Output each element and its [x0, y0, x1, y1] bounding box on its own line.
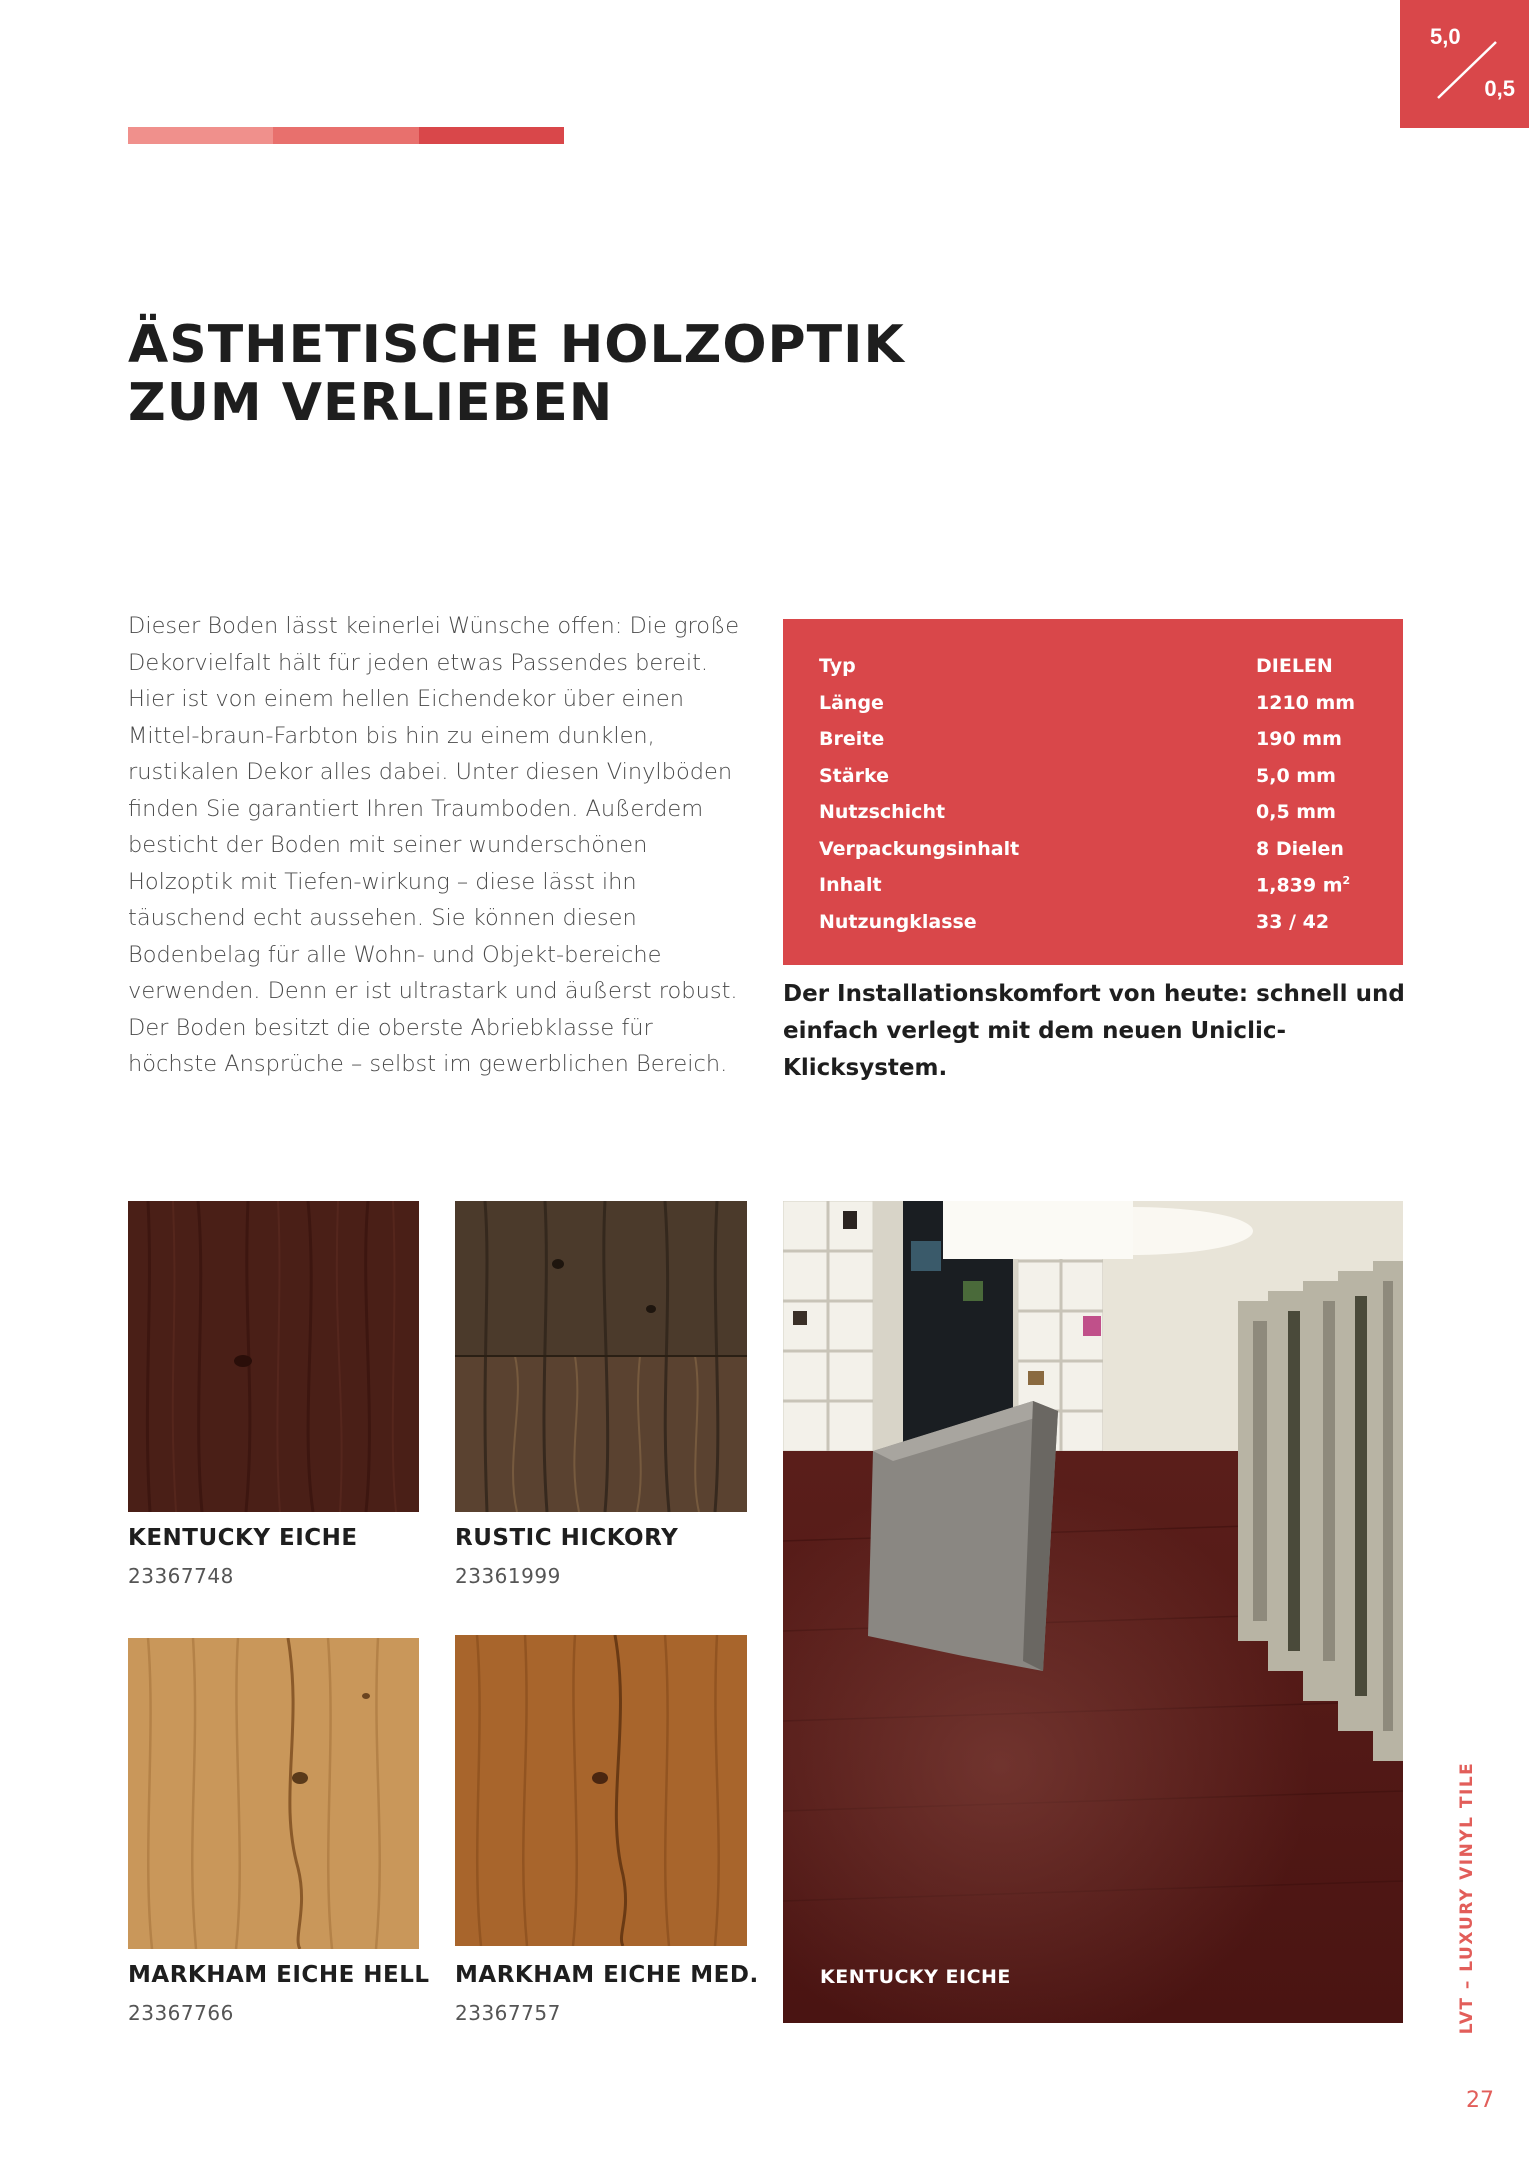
- spec-label: Nutzschicht: [819, 801, 946, 824]
- swatch-code: 23367766: [128, 2001, 234, 2025]
- page-title: [128, 316, 1028, 432]
- spec-label: Stärke: [819, 764, 889, 787]
- showroom-photo: [783, 1201, 1403, 2023]
- spec-table: [819, 648, 1355, 940]
- swatch-name: KENTUCKY EICHE: [128, 1525, 358, 1551]
- swatch-image-kentucky-eiche: [128, 1201, 419, 1512]
- swatch-name: RUSTIC HICKORY: [455, 1525, 679, 1551]
- color-bar-segment-light: [128, 127, 273, 144]
- spec-row: [819, 685, 1355, 722]
- slash-icon: [1400, 0, 1529, 128]
- spec-value: DIELEN: [1256, 655, 1333, 678]
- color-bar-segment-dark: [419, 127, 564, 144]
- spec-label: Typ: [819, 655, 856, 678]
- swatch-name: MARKHAM EICHE HELL: [128, 1962, 430, 1988]
- swatch-code: 23367748: [128, 1564, 234, 1588]
- spec-row: [819, 867, 1355, 904]
- badge-wear-layer: 0,5: [1484, 76, 1515, 101]
- spec-value-superscript: 2: [1342, 874, 1351, 888]
- spec-value: 33 / 42: [1256, 910, 1330, 933]
- accent-color-bar: [128, 127, 564, 144]
- spec-value: 8 Dielen: [1256, 837, 1344, 860]
- swatch-code: 23367757: [455, 2001, 561, 2025]
- swatch-code: 23361999: [455, 1564, 561, 1588]
- spec-row: [819, 758, 1355, 795]
- spec-label: Breite: [819, 728, 885, 751]
- spec-row: [819, 721, 1355, 758]
- spec-row: [819, 904, 1355, 941]
- spec-box: [783, 619, 1403, 965]
- spec-row: [819, 648, 1355, 685]
- side-label-text: LVT – LUXURY VINYL TILE: [1457, 1761, 1477, 2035]
- page-number: 27: [1466, 2088, 1494, 2113]
- spec-label: Verpackungsinhalt: [819, 837, 1020, 860]
- spec-value: [1256, 867, 1355, 904]
- spec-value: 0,5 mm: [1256, 801, 1336, 824]
- installation-note: Der Installationskomfort von heute: schnell und einfach verlegt mit dem neuen Uniclic-Klicksystem.: [783, 981, 1405, 1081]
- spec-label: Inhalt: [819, 874, 882, 897]
- spec-value: 5,0 mm: [1256, 764, 1336, 787]
- spec-label: Nutzungklasse: [819, 910, 977, 933]
- intro-paragraph: Dieser Boden lässt keinerlei Wünsche offen: Die große Dekorvielfalt hält für jeden etwas Passendes bereit. Hier ist von einem hellen Eichendekor über einen Mittel-braun-Farbton bis hin zu einem dunklen, rustikalen Dekor alles dabei. Unter diesen Vinylböden finden Sie garantiert Ihren Traumboden. Außerdem besticht der Boden mit seiner wunderschönen Holzoptik mit Tiefen-wirkung – diese lässt ihn täuschend echt aussehen. Sie können diesen Bodenbelag für alle Wohn- und Objekt-bereiche verwenden. Denn er ist ultrastark und äußerst robust. Der Boden besitzt die oberste Abriebklasse für höchste Ansprüche – selbst im gewerblichen Bereich.: [128, 613, 740, 1077]
- swatch-name: MARKHAM EICHE MED.: [455, 1962, 759, 1988]
- title-line-2: ZUM VERLIEBEN: [128, 373, 614, 433]
- swatch-image-markham-eiche-med: [455, 1635, 747, 1946]
- spec-value: 1210 mm: [1256, 691, 1356, 714]
- thickness-badge: [1400, 0, 1529, 128]
- swatch-image-rustic-hickory: [455, 1201, 747, 1512]
- badge-thickness: 5,0: [1430, 24, 1461, 49]
- spec-row: [819, 831, 1355, 868]
- spec-label: Länge: [819, 691, 884, 714]
- spec-value: 190 mm: [1256, 728, 1342, 751]
- color-bar-segment-mid: [273, 127, 418, 144]
- title-line-1: ÄSTHETISCHE HOLZOPTIK: [128, 315, 905, 375]
- spec-value-text: 1,839 m: [1256, 874, 1343, 897]
- side-section-label: [1452, 1761, 1482, 2035]
- swatch-image-markham-eiche-hell: [128, 1638, 419, 1949]
- spec-row: [819, 794, 1355, 831]
- photo-caption: KENTUCKY EICHE: [820, 1966, 1011, 1988]
